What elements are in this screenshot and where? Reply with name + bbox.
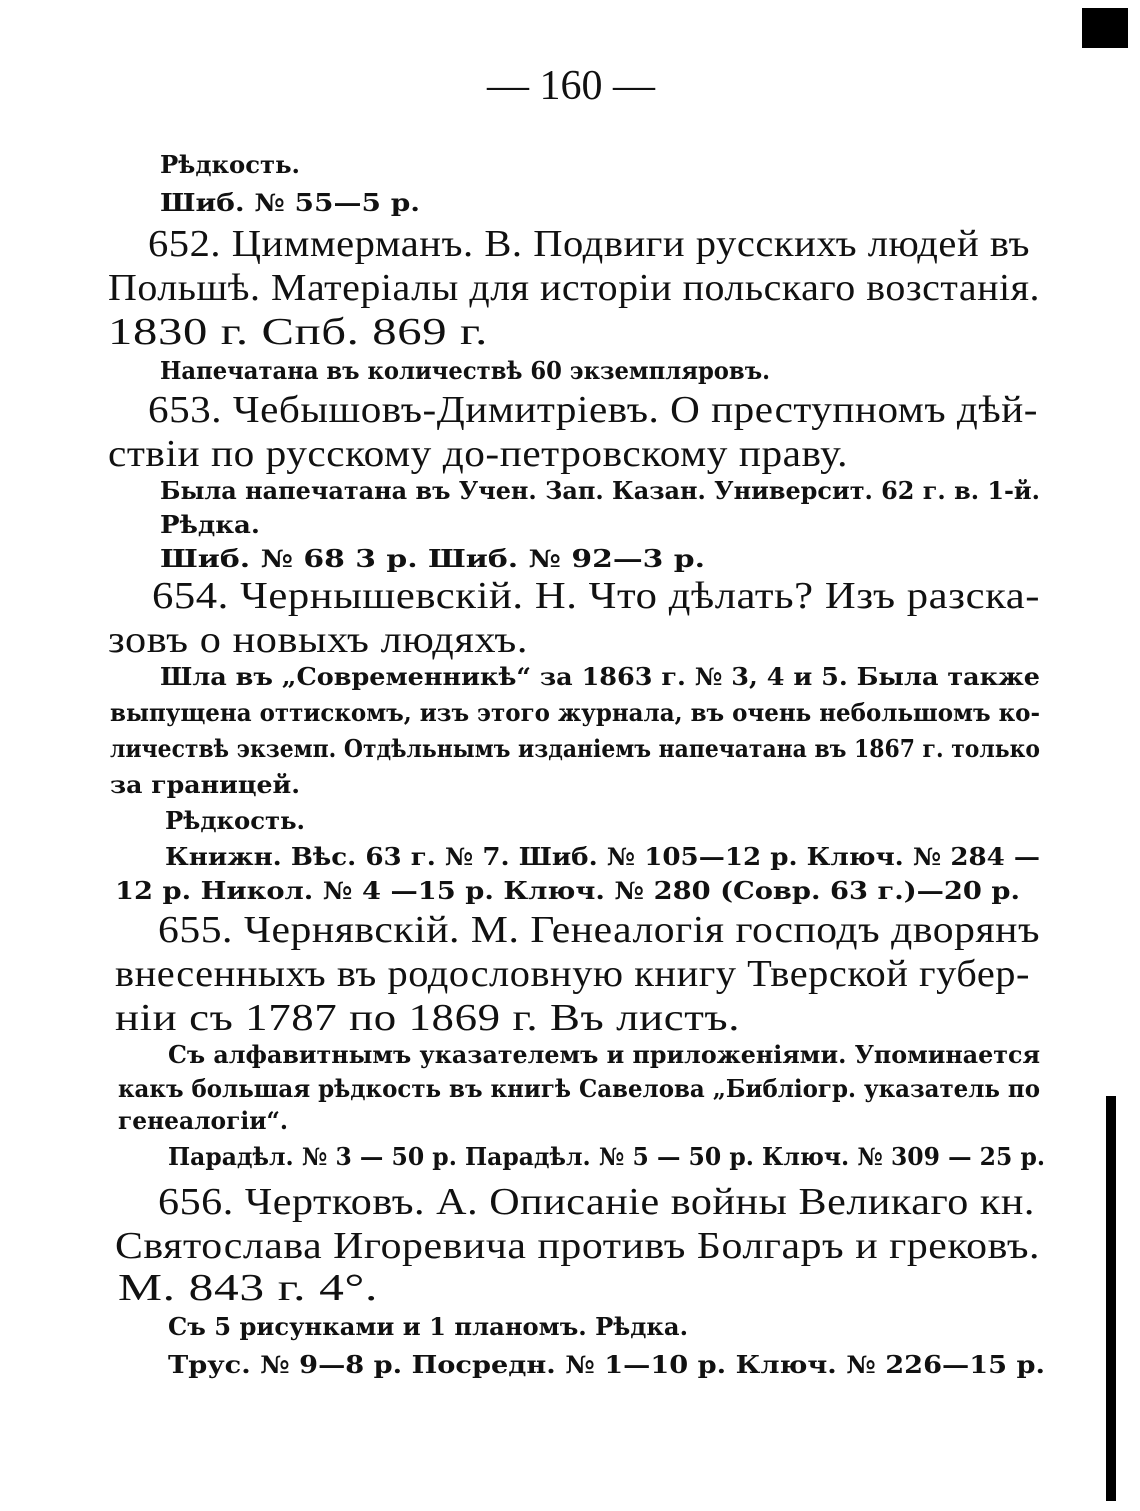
text-line: Шиб. № 55—5 р. [160, 188, 420, 217]
text-line: Парадѣл. № 3 — 50 р. Парадѣл. № 5 — 50 р. Ключ. № 309 — 25 р. [168, 1142, 1045, 1171]
entry-656-heading: 656. Чертковъ. А. Описаніе войны Великаго кн. [158, 1181, 1035, 1223]
text-line: Напечатана въ количествѣ 60 экземпляровъ. [160, 356, 770, 385]
entry-654-heading: 654. Чернышевскій. Н. Что дѣлать? Изъ разска- [152, 575, 1040, 617]
text-line: за границей. [110, 770, 300, 799]
text-line: генеалогіи“. [118, 1106, 288, 1135]
entry-653-heading: 653. Чебышовъ-Димитріевъ. О преступномъ дѣй- [148, 389, 1038, 431]
text-line: Съ 5 рисунками и 1 планомъ. Рѣдка. [168, 1312, 688, 1341]
entry-655-heading: 655. Чернявскій. М. Генеалогія господъ дворянъ [158, 909, 1040, 951]
text-line: выпущена оттискомъ, изъ этого журнала, въ очень небольшомъ ко- [110, 698, 1040, 727]
text-line: Святослава Игоревича противъ Болгаръ и грековъ. [115, 1225, 1040, 1267]
text-line: Рѣдка. [160, 510, 260, 539]
scan-edge-bar [1106, 1096, 1116, 1501]
text-line: М. 843 г. 4°. [118, 1267, 378, 1309]
text-line: Съ алфавитнымъ указателемъ и приложеніями. Упоминается [168, 1040, 1040, 1069]
entry-652-heading: 652. Циммерманъ. В. Подвиги русскихъ людей въ [148, 223, 1030, 265]
text-line: Польшѣ. Матеріалы для исторіи польскаго возстанія. [108, 267, 1040, 309]
text-line: Рѣдкость. [160, 150, 300, 179]
text-line: 12 р. Никол. № 4 —15 р. Ключ. № 280 (Совр. 63 г.)—20 р. [115, 876, 1020, 905]
text-line: Шла въ „Современникѣ“ за 1863 г. № 3, 4 и 5. Была также [160, 662, 1040, 691]
text-line: Трус. № 9—8 р. Посредн. № 1—10 р. Ключ. № 226—15 р. [168, 1350, 1045, 1379]
text-line: Была напечатана въ Учен. Зап. Казан. Университ. 62 г. в. 1-й. [160, 476, 1040, 505]
text-line: какъ большая рѣдкость въ книгѣ Савелова „Библіогр. указатель по [118, 1074, 1040, 1103]
scan-corner-mark [1082, 8, 1128, 48]
text-line: Рѣдкость. [165, 806, 305, 835]
text-line: Книжн. Вѣс. 63 г. № 7. Шиб. № 105—12 р. Ключ. № 284 — [165, 842, 1040, 871]
page-number: — 160 — [487, 63, 655, 109]
text-line: личествѣ экземп. Отдѣльнымъ изданіемъ напечатана въ 1867 г. только [110, 734, 1040, 763]
text-line: Шиб. № 68 3 р. Шиб. № 92—3 р. [160, 544, 705, 573]
text-line: ніи съ 1787 по 1869 г. Въ листъ. [115, 997, 740, 1039]
text-line: 1830 г. Спб. 869 г. [108, 311, 488, 353]
text-line: ствіи по русскому до-петровскому праву. [108, 433, 848, 475]
text-line: внесенныхъ въ родословную книгу Тверской губер- [115, 953, 1030, 995]
text-line: зовъ о новыхъ людяхъ. [108, 619, 528, 661]
